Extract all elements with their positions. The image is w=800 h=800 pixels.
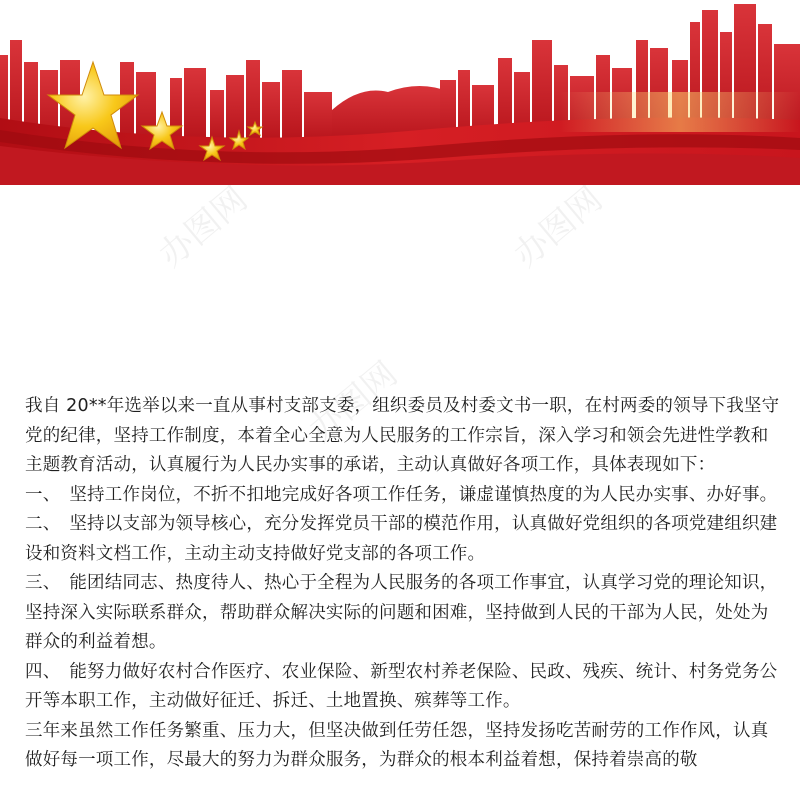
intro-paragraph: 我自 20**年选举以来一直从事村支部支委，组织委员及村委文书一职，在村两委的领导下我坚守党的纪律，坚持工作制度，本着全心全意为人民服务的工作宗旨，深入学习和领会先进性学教和主题教育活动，认真履行为人民办实事的承诺，主动认真做好各项工作，具体表现如下： [25,396,780,475]
summary-paragraph: 三年来虽然工作任务繁重、压力大，但坚决做到任劳任怨，坚持发扬吃苦耐劳的工作作风，认真做好每一项工作，尽最大的努力为群众服务，为群众的根本利益着想，保持着崇高的敬 [25,720,769,770]
item-paragraph-2: 二、 坚持以支部为领导核心，充分发挥党员干部的模范作用，认真做好党组织的各项党建组织建设和资料文档工作，主动主动支持做好党支部的各项工作。 [25,514,778,564]
banner-illustration [0,0,800,185]
header-banner [0,0,800,185]
item-paragraph-3: 三、 能团结同志、热度待人、热心于全程为人民服务的各项工作事宜，认真学习党的理论知识，坚持深入实际联系群众，帮助群众解决实际的问题和困难，坚持做到人民的干部为人民，处处为群众的利益着想。 [25,573,778,652]
document-body [25,392,785,776]
watermark: 办图网 [506,179,611,276]
watermark: 办图网 [301,354,406,451]
item-paragraph-1: 一、 坚持工作岗位，不折不扣地完成好各项工作任务，谦虚谨慎热度的为人民办实事、办好事。 [25,484,778,505]
watermark: 办图网 [151,179,256,276]
item-paragraph-4: 四、 能努力做好农村合作医疗、农业保险、新型农村养老保险、民政、残疾、统计、村务党务公开等本职工作，主动做好征迁、拆迁、土地置换、殡葬等工作。 [25,661,778,711]
